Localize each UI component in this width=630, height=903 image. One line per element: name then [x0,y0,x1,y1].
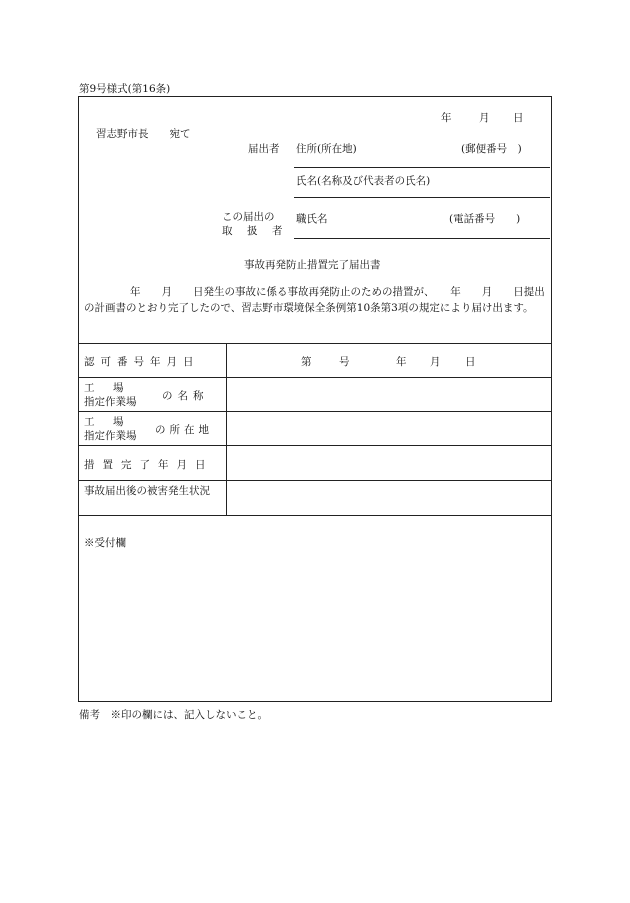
postal-code-label: (郵便番号 ) [461,143,522,155]
reception-label: ※受付欄 [84,537,126,549]
form-number: 第9号様式(第16条) [79,83,171,95]
handler-label-line2: 取 扱 者 [222,225,285,237]
table-column-divider [226,343,227,515]
license-month-label: 月 [430,356,441,368]
date-month-label: 月 [479,112,490,124]
table-bottom-rule [78,515,552,516]
handler-phone-label: (電話番号 ) [449,213,521,225]
handler-name-label: 職氏名 [296,213,328,225]
name-label: 氏名(名称及び代表者の氏名) [296,175,431,187]
facility-type-label [84,381,154,409]
footnote: 備考 ※印の欄には、記入しないこと。 [79,709,268,721]
license-day-label: 日 [465,356,476,368]
facility-location-label: の所在地 [155,424,213,436]
date-day-label: 日 [513,112,524,124]
table-top-rule [78,343,552,344]
designated-workplace-label-2: 指定作業場 [84,430,137,442]
address-label: 住所(所在地) [296,143,357,155]
facility-type-label-2 [84,415,154,443]
table-rule-2 [78,411,552,412]
document-title: 事故再発防止措置完了届出書 [244,259,381,271]
table-rule-1 [78,377,552,378]
table-rule-4 [78,480,552,481]
completion-date-label: 措置完了年月日 [84,459,214,471]
license-number-date-label: 認可番号年月日 [84,356,200,368]
handler-underline [294,238,550,239]
damage-status-label: 事故届出後の被害発生状況 [84,485,210,497]
body-text: 年 月 日発生の事故に係る事故再発防止のための措置が、 年 月 日提出の計画書のとおり完了したので、習志野市環境保全条例第10条第3項の規定により届け出ます。 [84,286,545,314]
date-year-label: 年 [441,112,452,124]
name-underline [294,197,550,198]
factory-label-2: 工 場 [84,416,128,428]
addressee: 習志野市長 宛て [96,128,191,140]
license-dai-label: 第 [301,356,312,368]
factory-label: 工 場 [84,382,128,394]
designated-workplace-label: 指定作業場 [84,396,137,408]
license-go-label: 号 [339,356,350,368]
license-year-label: 年 [396,356,407,368]
applicant-label: 届出者 [248,143,280,155]
handler-label-line1: この届出の [222,211,275,223]
table-rule-3 [78,445,552,446]
handler-label [222,210,286,238]
address-underline [294,167,550,168]
facility-name-label: の名称 [162,390,209,402]
